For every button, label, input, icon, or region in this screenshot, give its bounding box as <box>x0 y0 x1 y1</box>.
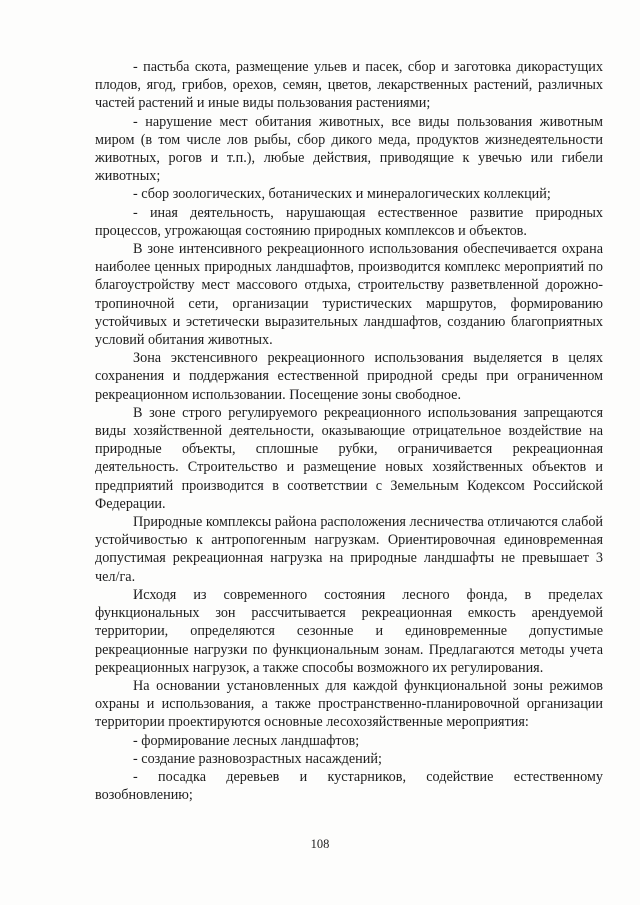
list-item: - посадка деревьев и кустарников, содействие естественному возобновлению; <box>95 768 603 804</box>
paragraph: На основании установленных для каждой функциональной зоны режимов охраны и использования, а также пространственно-планировочной организации территории проектируются основные лесохозяйственные мероприятия: <box>95 677 603 731</box>
paragraph: Природные комплексы района расположения лесничества отличаются слабой устойчивостью к антропогенным нагрузкам. Ориентировочная единовременная допустимая рекреационная нагрузка на природные ландшафты не превышает 3 чел/га. <box>95 514 603 585</box>
page-number: 108 <box>310 837 330 851</box>
paragraph: Зона экстенсивного рекреационного использования выделяется в целях сохранения и поддержания естественной природной среды при ограниченном рекреационном использовании. Посещение зоны свободное. <box>95 350 603 403</box>
list-item: - пастьба скота, размещение ульев и пасек, сбор и заготовка дикорастущих плодов, ягод, грибов, орехов, семян, цветов, лекарственных растений, различных частей растений и иные виды пользования растениями; <box>95 59 603 112</box>
list-item: - формирование лесных ландшафтов; <box>133 732 360 749</box>
list-item: - нарушение мест обитания животных, все виды пользования животным миром (в том числе лов рыбы, сбор дикого меда, продуктов жизнедеятельности животных, рогов и т.п.), любые действия, приводящие к увечью или гибели животных; <box>95 113 603 185</box>
list-item: - создание разновозрастных насаждений; <box>133 750 382 767</box>
document-body <box>95 58 603 804</box>
list-item: - сбор зоологических, ботанических и минералогических коллекций; <box>133 186 551 203</box>
paragraph: В зоне интенсивного рекреационного использования обеспечивается охрана наиболее ценных природных ландшафтов, производится комплекс мероприятий по благоустройству мест массового отдыха, строительству разветвленной дорожно-тропиночной сети, организации туристических маршрутов, формированию устойчивых и эстетически выразительных ландшафтов, созданию благоприятных условий обитания животных. <box>95 241 603 349</box>
list-item: - иная деятельность, нарушающая естественное развитие природных процессов, угрожающая состоянию природных комплексов и объектов. <box>95 204 603 239</box>
paragraph: Исходя из современного состояния лесного фонда, в пределах функциональных зон рассчитывается рекреационная емкость арендуемой территории, определяются сезонные и единовременные допустимые рекреационные нагрузки по функциональным зонам. Предлагаются методы учета рекреационных нагрузок, а также способы возможного их регулирования. <box>95 586 603 676</box>
paragraph: В зоне строго регулируемого рекреационного использования запрещаются виды хозяйственной деятельности, оказывающие отрицательное воздействие на природные объекты, сплошные рубки, ограничивается рекреационная деятельность. Строительство и размещение новых хозяйственных объектов и предприятий производится в соответствии с Земельным Кодексом Российской Федерации. <box>95 404 603 512</box>
